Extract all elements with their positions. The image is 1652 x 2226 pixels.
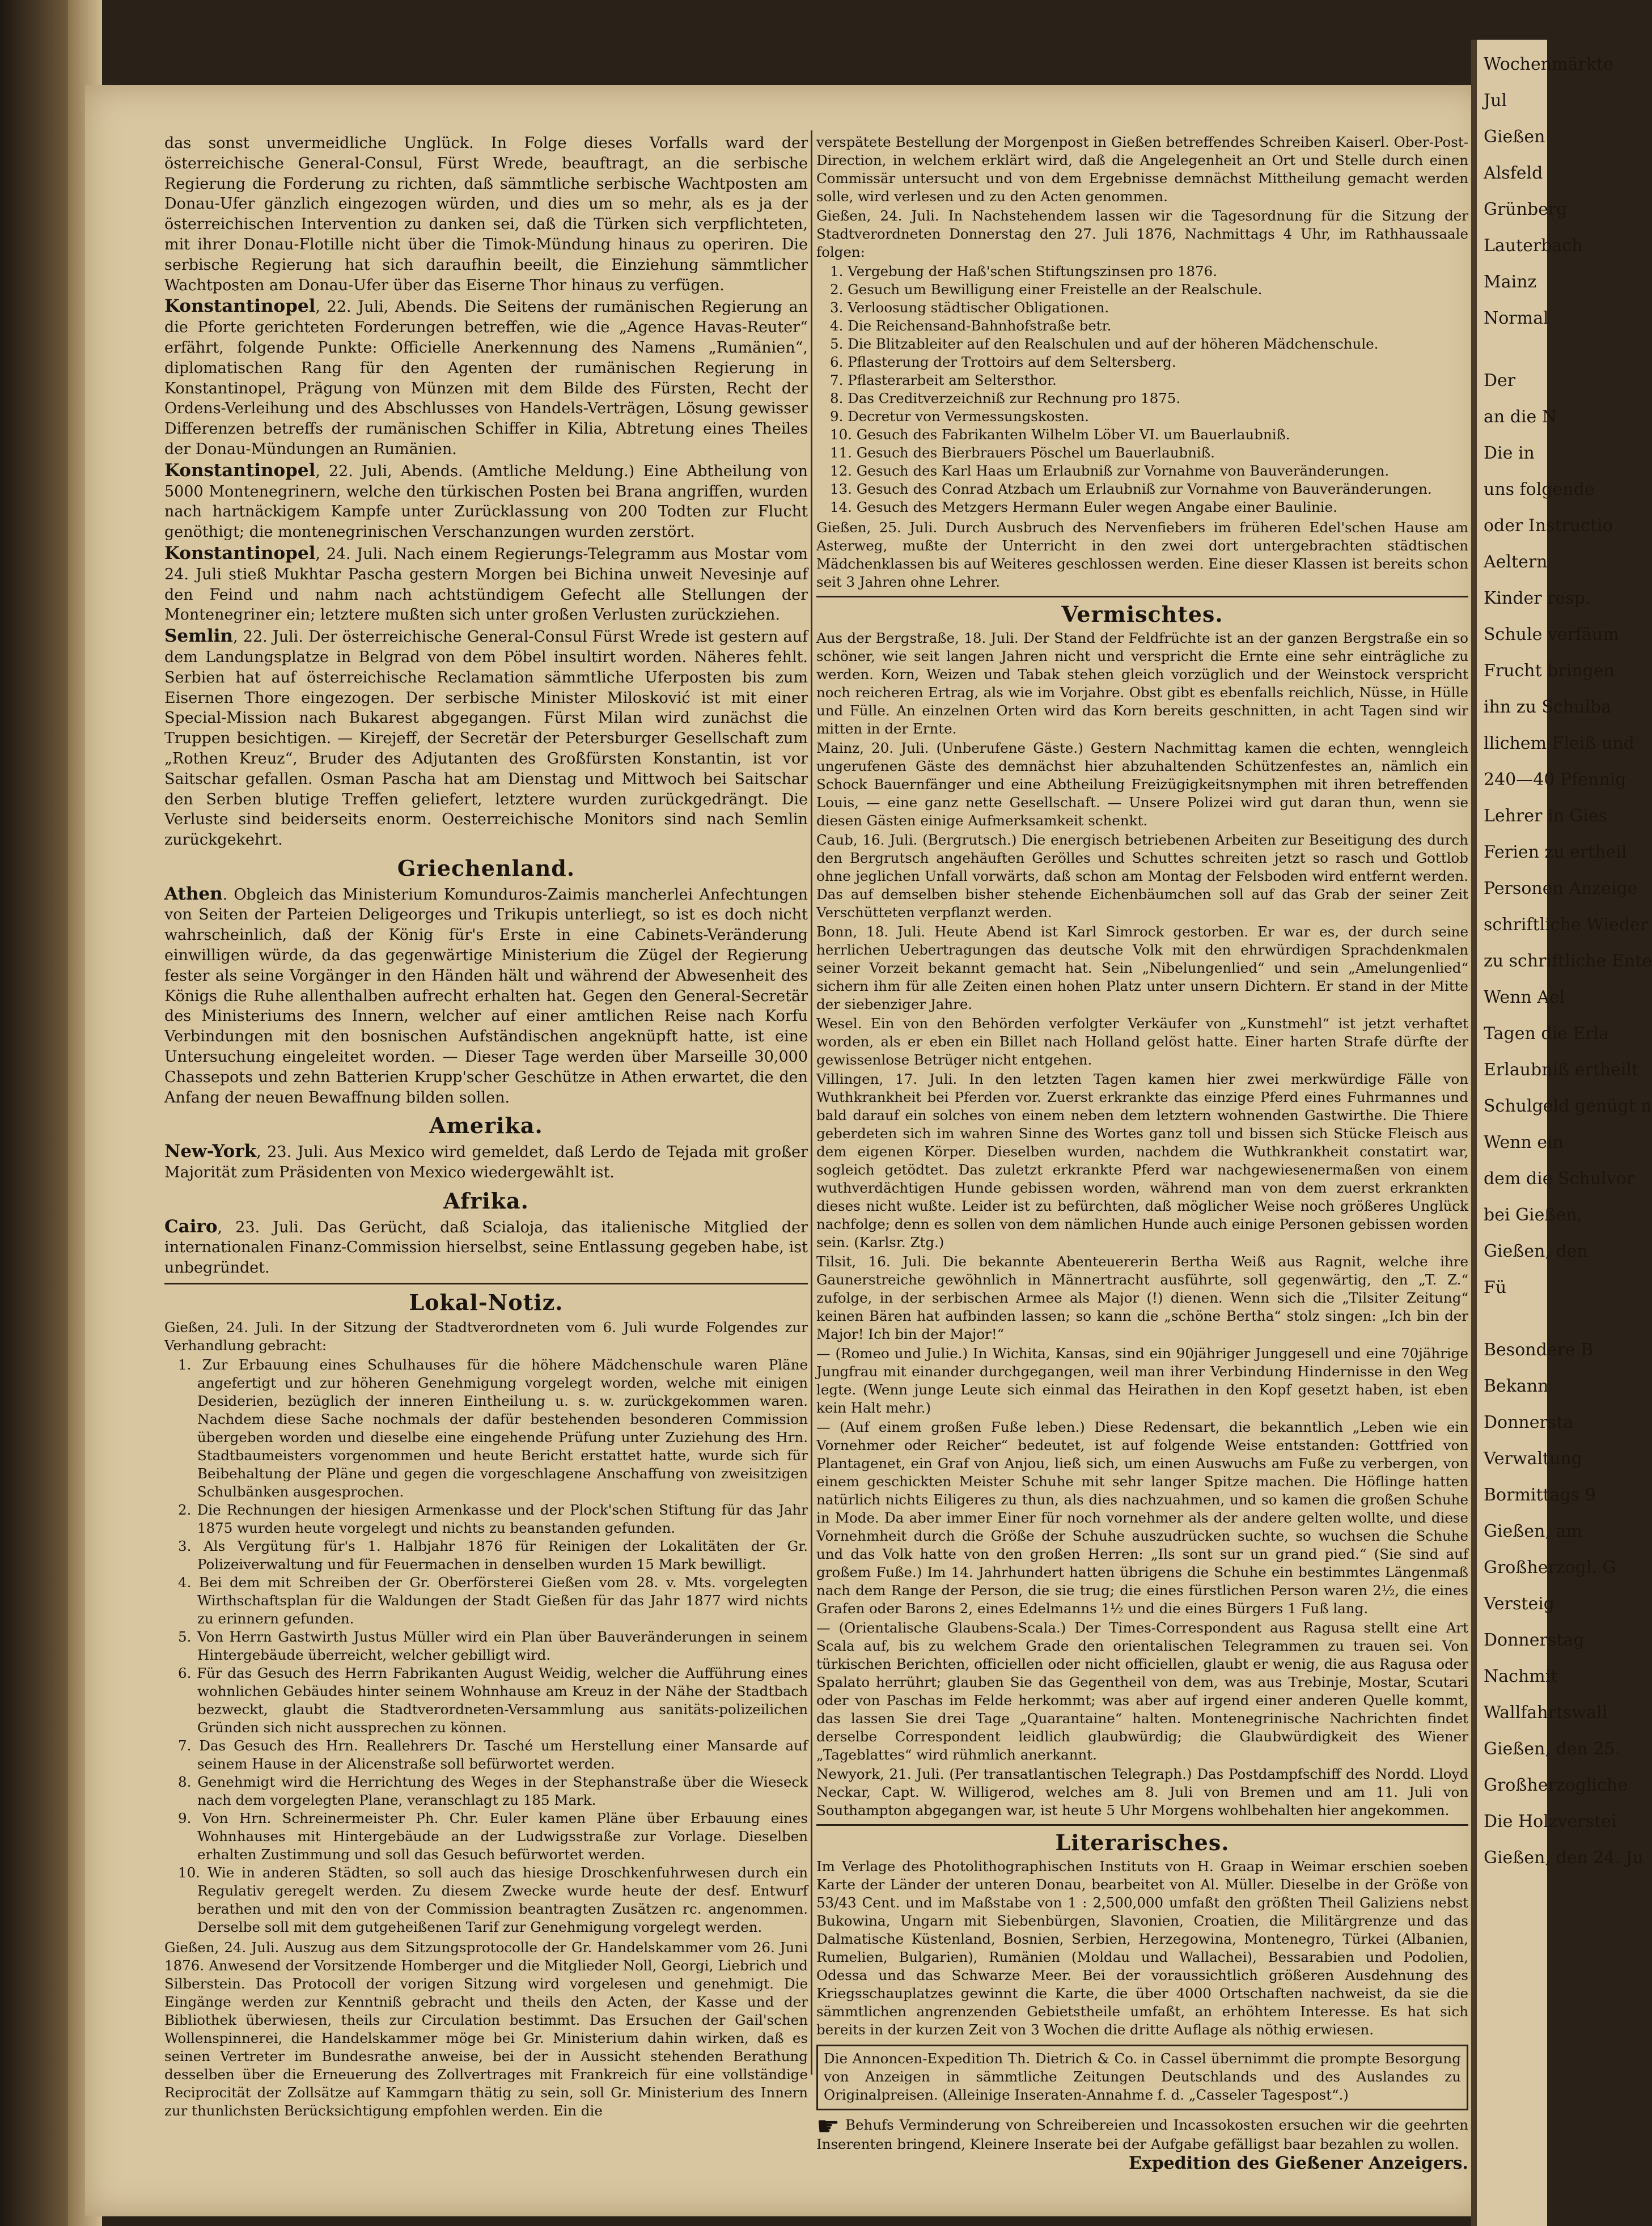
- facing-page-fragment-line: Ferien zu ertheil: [1484, 842, 1627, 862]
- local-notice: [164, 1318, 808, 2120]
- list-item: 10. Wie in anderen Städten, so soll auch das hiesige Droschkenfuhrwesen durch ein Regulativ geregelt werden. Zu diesem Zwecke wurde heute der desf. Entwurf berathen und mit den von der Commission beantragten Zusätzen rc. angenommen. Derselbe soll mit dem gutgeheißenen Tarif zur Genehmigung vorgelegt werden.: [178, 1864, 808, 1935]
- list-item: 4. Bei dem mit Schreiben der Gr. Oberförsterei Gießen vom 28. v. Mts. vorgelegten Wirthschaftsplan für die Waldungen der Stadt Gießen für das Jahr 1877 wird nichts zu erinnern gefunden.: [178, 1574, 808, 1627]
- list-item: 1. Zur Erbauung eines Schulhauses für die höhere Mädchenschule waren Pläne angefertigt und zur höheren Genehmigung vorgelegt worden, welche mit einigen Desiderien, bezüglich der inneren Eintheilung u. s. w. zurückgekommen waren. Nachdem diese Sache nochmals der dafür bestehenden besonderen Commission übergeben worden und dieselbe eine eingehende Prüfung unter Zuziehung des Hrn. Stadtbaumeisters vorgenommen und heute Bericht erstattet hatte, wurde sich für Beibehaltung der Pläne und gegen die vorgeschlagene Anschaffung von zweisitzigen Schulbänken ausgesprochen.: [178, 1356, 808, 1500]
- intro-paragraph: das sonst unvermeidliche Unglück. In Folge dieses Vorfalls ward der österreichische General-Consul, Fürst Wrede, beauftragt, an die serbische Regierung die Forderung zu richten, daß sämmtliche serbische Wachtposten am Donau-Ufer gänzlich eingezogen würden, und dies um so mehr, als es ja der österreichischen Intervention zu danken sei, daß die Türken sich verpflichteten, mit ihrer Donau-Flotille nicht über die Timok-Mündung hinaus zu operiren. Die serbische Regierung hat sich daraufhin beeilt, die Einziehung sämmtlicher Wachtposten am Donau-Ufer über das Eiserne Thor hinaus zu verfügen.: [164, 134, 808, 294]
- facing-page-fragment-line: Erlaubniß ertheilt: [1484, 1060, 1639, 1080]
- section-heading-america: Amerika.: [429, 1113, 543, 1139]
- agenda-intro: Gießen, 24. Juli. In Nachstehendem lassen wir die Tagesordnung für die Sitzung der Stadtverordneten Donnerstag den 27. Juli 1876, Nachmittags 4 Uhr, im Rathhaussaale folgen:: [816, 207, 1468, 260]
- misc-item: Bonn, 18. Juli. Heute Abend ist Karl Simrock gestorben. Er war es, der durch seine herrlichen Uebertragungen das deutsche Volk mit den ehrwürdigen Sprachdenkmalen seiner Vorzeit bekannt gemacht hat. Sein „Nibelungenlied“ und sein „Amelungenlied“ sichern ihm für alle Zeiten einen hohen Platz unter unsern Dichtern. Er stand in der Mitte der siebenziger Jahre.: [816, 923, 1468, 1012]
- facing-page-fragment-line: Schule verfäum: [1484, 625, 1619, 645]
- facing-page-fragment-line: Wenn ein: [1484, 1133, 1564, 1152]
- facing-page-fragment-line: Gießen: [1484, 127, 1545, 147]
- facing-page-fragment-line: Die Holzverstei: [1484, 1812, 1617, 1831]
- dateline: Konstantinopel: [164, 542, 316, 563]
- local-agenda-list: [164, 1356, 808, 1936]
- list-item: 3. Verloosung städtischer Obligationen.: [830, 299, 1109, 316]
- list-item: 8. Das Creditverzeichniß zur Rechnung pro 1875.: [830, 390, 1181, 406]
- facing-page-fragment: [1471, 40, 1652, 2226]
- list-item: 12. Gesuch des Karl Haas um Erlaubniß zur Vornahme von Bauveränderungen.: [830, 463, 1390, 479]
- facing-page-fragment-line: Lehrer in Gies: [1484, 806, 1608, 826]
- list-item: 1. Vergebung der Haß'schen Stiftungszinsen pro 1876.: [830, 263, 1218, 279]
- list-item: 7. Das Gesuch des Hrn. Reallehrers Dr. Tasché um Herstellung einer Mansarde auf seinem Hause in der Alicenstraße soll befürwortet werden.: [178, 1737, 808, 1772]
- facing-page-fragment-line: Die in: [1484, 443, 1535, 463]
- misc-item: Mainz, 20. Juli. (Unberufene Gäste.) Gestern Nachmittag kamen die echten, wenngleich ungerufenen Gäste des demnächst hier abzuhaltenden Schützenfestes an, nämlich ein Schock Bauernfänger und eine Abtheilung Freizügigkeitsnymphen mit ihren betreffenden Louis, — eine ganz nette Gesellschaft. — Unsere Polizei wird gut daran thun, wenn sie diesen Gästen einige Aufmerksamkeit schenkt.: [816, 740, 1468, 829]
- misc-item: Caub, 16. Juli. (Bergrutsch.) Die energisch betriebenen Arbeiten zur Beseitigung des durch den Bergrutsch angehäuften Gerölles und Schuttes schreiten jetzt so rasch und Gottlob ohne jeglichen Unfall vorwärts, daß schon am Montag der Felsboden wird entfernt werden. Das auf demselben bisher stehende Eichenbäumchen soll auf das Grab der seiner Zeit Verschütteten verpflanzt werden.: [816, 832, 1468, 921]
- misc-item: — (Auf einem großen Fuße leben.) Diese Redensart, die bekanntlich „Leben wie ein Vornehmer oder Reicher“ bedeutet, ist auf folgende Weise entstanden: Gottfried von Plantagenet, ein Graf von Anjou, ließ sich, um einen Auswuchs am Fuße zu verbergen, von einem geschickten Meister Schuhe mit sehr langer Spitze machen. Die Höflinge hatten natürlich nichts Eiligeres zu thun, als dies nachzuahmen, und so kamen die großen Schuhe in Mode. Da aber immer Einer für noch vornehmer als der andere gelten wollte, und diese Vornehmheit durch die Größe der Schuhe auszudrücken suchte, so wuchsen die Schuhe und das Volk hatte von den großen Herren: „Ils sont sur un grand pied.“ (Sie sind auf großem Fuße.) Im 14. Jahrhundert hatten übrigens die Schuhe ein bestimmtes Längenmaß nach dem Range der Person, die sie trug; die eines fürstlichen Person waren 2½, die eines Grafen oder Barons 2, eines Edelmanns 1½ und die eines Bürgers 1 Fuß lang.: [816, 1419, 1468, 1617]
- local-intro: Gießen, 24. Juli. In der Sitzung der Stadtverordneten vom 6. Juli wurde Folgendes zur Verhandlung gebracht:: [164, 1318, 808, 1354]
- facing-page-fragment-line: Kinder resp.: [1484, 588, 1591, 608]
- list-item: 14. Gesuch des Metzgers Hermann Euler wegen Angabe einer Baulinie.: [830, 499, 1337, 515]
- facing-page-fragment-line: Jul: [1484, 91, 1507, 111]
- advertisement-small-inserts: ☛ Behufs Verminderung von Schreibereien und Incassokosten ersuchen wir die geehrten Inserenten bringend, Kleinere Inserate bei der Aufgabe gefälligst baar bezahlen zu wollen. Expedition des Gießener Anzeigers.: [816, 2110, 1468, 2173]
- facing-page-fragment-line: Versteig: [1484, 1594, 1555, 1614]
- expedition-signature: Expedition des Gießener Anzeigers.: [1128, 2153, 1468, 2173]
- list-item: 13. Gesuch des Conrad Atzbach um Erlaubniß zur Vornahme von Bauveränderungen.: [830, 481, 1432, 497]
- facing-page-fragment-line: dem die Schulvor: [1484, 1169, 1634, 1189]
- list-item: 6. Pflasterung der Trottoirs auf dem Seltersberg.: [830, 354, 1176, 370]
- advertisement-dietrich: Die Annoncen-Expedition Th. Dietrich & Co. in Cassel übernimmt die prompte Besorgung von Anzeigen in sämmtliche Zeitungen Deutschlands und des Auslandes zu Originalpreisen. (Alleinige Inseraten-Annahme f. d. „Casseler Tagespost“.): [816, 2045, 1468, 2110]
- list-item: 3. Als Vergütung für's 1. Halbjahr 1876 für Reinigen der Lokalitäten der Gr. Polizeiverwaltung und für Feuermachen in denselben wurden 15 Mark bewilligt.: [178, 1537, 808, 1572]
- list-item: 10. Gesuch des Fabrikanten Wilhelm Löber VI. um Bauerlaubniß.: [830, 426, 1290, 443]
- facing-page-fragment-line: zu schriftliche Ente: [1484, 951, 1652, 971]
- section-heading-local: Lokal-Notiz.: [409, 1290, 564, 1316]
- misc-item: Newyork, 21. Juli. (Per transatlantischen Telegraph.) Das Postdampfschiff des Nordd. Lloyd Neckar, Capt. W. Willigerod, welches am 8. Juli von Bremen und am 11. Juli von Southampton abgegangen war, ist heute 5 Uhr Morgens wohlbehalten hier angekommen.: [816, 1766, 1468, 1818]
- list-item: 9. Von Hrn. Schreinermeister Ph. Chr. Euler kamen Pläne über Erbauung eines Wohnhauses mit Hintergebäude an der Ludwigsstraße zur Vorlage. Dieselben erhalten Zustimmung und soll das Gesuch befürwortet werden.: [178, 1809, 808, 1863]
- misc-item: — (Orientalische Glaubens-Scala.) Der Times-Correspondent aus Ragusa stellt eine Art Scala auf, bis zu welchem Grade den orientalischen Telegrammen zu trauen sei. Von türkischen Berichten, officiellen oder nicht officiellen, glaubt er wenig, die aus Ragusa oder Spalato herrührt; glauben Sie das Gegentheil von dem, was aus Trebinje, Mostar, Scutari oder von Paschas im Felde herkommt; was aber auf irgend einer anderen Quelle kommt, das lassen Sie drei Tage „Quarantaine“ halten. Montenegrinische Nachrichten findet derselbe Correspondent leidlich glaubwürdig; die Glaubwürdigkeit des Wiener „Tageblattes“ wird rühmlich anerkannt.: [816, 1619, 1468, 1763]
- dateline: New-York: [164, 1141, 257, 1162]
- list-item: 2. Gesuch um Bewilligung einer Freistelle an der Realschule.: [830, 281, 1263, 298]
- book-spine: [0, 0, 68, 2226]
- fever-notice: Gießen, 25. Juli. Durch Ausbruch des Nervenfiebers im früheren Edel'schen Hause am Asterweg, mußte der Unterricht in den zwei dort untergebrachten städtischen Mädchenklassen bis auf Weiteres geschlossen werden. Eine dieser Klassen ist bereits schon seit 3 Jahren ohne Lehrer.: [816, 519, 1468, 590]
- right-column: [816, 133, 1468, 2173]
- dateline: Konstantinopel: [164, 296, 316, 317]
- literature-notice: Im Verlage des Photolithographischen Instituts von H. Graap in Weimar erschien soeben Karte der Länder der unteren Donau, bearbeitet von Al. Müller. Dieselbe in der Größe von 53/43 Cent. und im Maßstabe von 1 : 2,500,000 umfaßt den größten Theil Galiziens nebst Bukowina, Ungarn mit Siebenbürgen, Slavonien, Croatien, die Militärgrenze und das Dalmatische Küstenland, Bosnien, Serbien, Herzegowina, Montenegro, Türkei (Albanien, Rumelien, Bulgarien), Rumänien (Moldau und Wallachei), Bessarabien und Podolien, Odessa und das Schwarze Meer. Bei der voraussichtlich größeren Ausdehnung des Kriegsschauplatzes gewinnt die Karte, die über 4000 Ortschaften nachweist, da sie die sämmtlichen angrenzenden Gebietstheile umfaßt, an erhöhtem Interesse. Es hat sich bereits in der kurzen Zeit von 3 Wochen die dritte Auflage als nöthig erwiesen.: [816, 1858, 1468, 2038]
- pointing-hand-icon: ☛: [816, 2110, 840, 2142]
- section-heading-misc: Vermischtes.: [1061, 601, 1223, 627]
- facing-page-fragment-line: ihn zu Schulba: [1484, 697, 1612, 717]
- dateline: Semlin: [164, 626, 234, 647]
- misc-item: Wesel. Ein von den Behörden verfolgter Verkäufer von „Kunstmehl“ ist jetzt verhaftet worden, als er eben ein Billet nach Holland gelöst hatte. Einer harten Strafe dürfte der gewissenlose Betrüger nicht entgehen.: [816, 1015, 1468, 1068]
- facing-page-fragment-line: 240—40 Pfennig: [1484, 770, 1626, 790]
- list-item: 8. Genehmigt wird die Herrichtung des Weges in der Stephanstraße über die Wieseck nach dem vorgelegten Plane, veranschlagt zu 185 Mark.: [178, 1773, 808, 1808]
- facing-page-fragment-line: an die N: [1484, 407, 1557, 427]
- misc-item: Villingen, 17. Juli. In den letzten Tagen kamen hier zwei merkwürdige Fälle von Wuthkrankheit bei Pferden vor. Zuerst erkrankte das einzige Pferd eines Fuhrmannes und bald darauf ein solches von einem neben dem letztern wohnenden Gastwirthe. Die Thiere geberdeten sich im wahren Sinne des Wortes ganz toll und bissen sich Stücke Fleisch aus dem eigenen Körper. Dieselben wurden, nachdem die Wuthkrankheit constatirt war, sogleich getödtet. Das zuletzt erkrankte Pferd war nachgewiesenermaßen von einem wuthverdächtigen Hunde gebissen worden, während man von dem zuerst erkrankten dieses nicht wußte. Leider ist zu befürchten, daß möglicher Weise noch größeres Unglück nachfolge; denn es sollen von dem nämlichen Hunde auch einige Personen gebissen worden sein. (Karlsr. Ztg.): [816, 1071, 1468, 1250]
- section-heading-greece: Griechenland.: [397, 855, 575, 881]
- facing-page-fragment-line: Lauterbach: [1484, 236, 1583, 256]
- facing-page-fragment-line: llichem Fleiß und: [1484, 733, 1634, 753]
- facing-page-fragment-line: Donnersta: [1484, 1413, 1574, 1432]
- dateline: Cairo: [164, 1216, 218, 1237]
- agenda-list: [816, 262, 1468, 516]
- misc-item: Tilsit, 16. Juli. Die bekannte Abenteuererin Bertha Weiß aus Ragnit, welche ihre Gaunerstreiche gewöhnlich in Männertracht ausführte, soll gegenwärtig, den „T. Z.“ zufolge, in der serbischen Armee als Major (!) dienen. Wenn sich die „Tilsiter Zeitung“ keinen Bären hat aufbinden lassen; so kann die „schöne Bertha“ stolz singen: „Ich bin der Major! Ich bin der Major!“: [816, 1253, 1468, 1342]
- facing-page-fragment-line: Der: [1484, 371, 1516, 391]
- dispatch-konstantinopel-3: Konstantinopel, 24. Juli. Nach einem Regierungs-Telegramm aus Mostar vom 24. Juli stieß Mukhtar Pascha gestern Morgen bei Bichina unweit Nevesinje auf den Feind und nahm nach achtstündigem Gefecht alle Stellungen der Montenegriner ein; letztere mußten sich unter großen Verlusten zurückziehen.: [164, 542, 808, 624]
- dateline: Athen: [164, 883, 223, 904]
- list-item: 9. Decretur von Vermessungskosten.: [830, 408, 1089, 425]
- list-item: 2. Die Rechnungen der hiesigen Armenkasse und der Plock'schen Stiftung für das Jahr 1875 wurden heute vorgelegt und nichts zu beanstanden gefunden.: [178, 1501, 808, 1536]
- dispatch-konstantinopel-2: Konstantinopel, 22. Juli, Abends. (Amtliche Meldung.) Eine Abtheilung von 5000 Montenegrinern, welche den türkischen Posten bei Brana angriffen, wurden nach hartnäckigem Kampfe unter Zurücklassung von 200 Todten zur Flucht genöthigt; die montenegrinischen Verschanzungen wurden zerstört.: [164, 460, 808, 541]
- facing-page-fragment-line: Gießen, den: [1484, 1241, 1588, 1261]
- list-item: 4. Die Reichensand-Bahnhofstraße betr.: [830, 317, 1112, 334]
- chamber-of-commerce-report: Gießen, 24. Juli. Auszug aus dem Sitzungsprotocolle der Gr. Handelskammer vom 26. Juni 1876. Anwesend der Vorsitzende Homberger und die Mitglieder Noll, Georgi, Liebrich und Silberstein. Das Protocoll der vorigen Sitzung wird vorgelesen und genehmigt. Die Eingänge werden zur Kenntniß gebracht und theils den Acten, der Kasse und der Bibliothek überwiesen, theils zur Circulation bestimmt. Das Ersuchen der Gail'schen Wollenspinnerei, die Handelskammer möge bei Gr. Ministerium dahin wirken, daß es seinen Vertreter im Bundesrathe anweise, bei der in Aussicht stehenden Berathung desselben über die Erneuerung des Zollvertrages mit Frankreich für eine vollständige Reciprocität der Zollsätze auf Kammgarn thätig zu sein, soll Gr. Ministerium des Innern zur thunlichsten Berücksichtigung empfohlen werden. Ein die: [164, 1939, 808, 2119]
- facing-page-fragment-line: Tagen die Erla: [1484, 1024, 1609, 1044]
- facing-page-fragment-line: Frucht bringen: [1484, 661, 1615, 681]
- dispatch-cairo: Cairo, 23. Juli. Das Gerücht, daß Scialoja, das italienische Mitglied der internationalen Finanz-Commission hierselbst, seine Entlassung gegeben habe, ist unbegründet.: [164, 1216, 808, 1277]
- facing-page-fragment-line: Verwaltung: [1484, 1449, 1583, 1469]
- facing-page-fragment-line: Normal: [1484, 308, 1549, 328]
- list-item: 11. Gesuch des Bierbrauers Pöschel um Bauerlaubniß.: [830, 444, 1215, 461]
- misc-item: Aus der Bergstraße, 18. Juli. Der Stand der Feldfrüchte ist an der ganzen Bergstraße ein so schöner, wie seit langen Jahren nicht und verspricht die Ernte eine sehr einträgliche zu werden. Korn, Weizen und Tabak stehen gleich vorzüglich und der Weinstock verspricht noch reicheren Ertrag, als wie im Vorjahre. Obst gibt es ebenfalls reichlich, Nüsse, in Hülle und Fülle. An einzelnen Orten wird das Korn bereits geschnitten, in acht Tagen sind wir mitten in der Ernte.: [816, 630, 1468, 737]
- facing-page-fragment-line: schriftliche Wieder: [1484, 915, 1649, 935]
- dateline: Konstantinopel: [164, 460, 316, 481]
- facing-page-fragment-line: Gießen, am: [1484, 1521, 1582, 1541]
- facing-page-fragment-line: Grünberg: [1484, 200, 1568, 219]
- facing-page-fragment-line: Großherzogl. G: [1484, 1558, 1616, 1578]
- section-rule: [164, 1283, 808, 1284]
- dispatch-semlin: Semlin, 22. Juli. Der österreichische General-Consul Fürst Wrede ist gestern auf dem Landungsplatze in Belgrad von dem Pöbel insultirt worden. Näheres fehlt. Serbien hat auf österreichische Reclamation sämmtliche Uferposten bis zum Eisernen Thore eingezogen. Der serbische Minister Milosković ist mit einer Special-Mission nach Bukarest abgegangen. Fürst Milan wird zunächst die Truppen besichtigen. — Kirejeff, der Secretär der Petersburger Gesellschaft zum „Rothen Kreuz“, Bruder des Adjutanten des Großfürsten Konstantin, ist vor Saitschar gefallen. Osman Pascha hat am Dienstag und Mittwoch bei Saitschar den Serben blutige Treffen geliefert, letztere wurden zurückgedrängt. Die Verluste sind beiderseits enorm. Oesterreichische Monitors sind nach Semlin zurückgekehrt.: [164, 626, 808, 849]
- facing-page-fragment-line: Schulgeld genügt n: [1484, 1096, 1652, 1116]
- facing-page-fragment-line: Nachmit: [1484, 1667, 1558, 1686]
- misc-item: — (Romeo und Julie.) In Wichita, Kansas, sind ein 90jähriger Junggesell und eine 70jährige Jungfrau mit einander durchgegangen, weil man ihrer Verbindung Hindernisse in den Weg legte. (Wenn junge Leute sich einmal das Heirathen in den Kopf gesetzt haben, ist eben kein Halt mehr.): [816, 1345, 1468, 1416]
- list-item: 5. Die Blitzableiter auf den Realschulen und auf der höheren Mädchenschule.: [830, 336, 1379, 352]
- post-continuation: verspätete Bestellung der Morgenpost in Gießen betreffendes Schreiben Kaiserl. Ober-Post-Direction, in welchem erklärt wird, daß die Angelegenheit an Ort und Stelle durch einen Commissär untersucht und von dem Ergebnisse demnächst Mittheilung gemacht werden solle, wird verlesen und zu den Acten genommen.: [816, 134, 1468, 205]
- facing-page-fragment-line: Bormittags 9: [1484, 1485, 1596, 1505]
- section-rule: [816, 596, 1468, 597]
- list-item: 5. Von Herrn Gastwirth Justus Müller wird ein Plan über Bauveränderungen in seinem Hintergebäude überreicht, welcher gebilligt wird.: [178, 1628, 808, 1663]
- facing-page-fragment-line: Besondere B: [1484, 1340, 1594, 1360]
- left-column: [164, 133, 808, 2121]
- section-rule: [816, 1824, 1468, 1826]
- section-heading-literature: Literarisches.: [1055, 1830, 1230, 1855]
- dispatch-newyork: New-York, 23. Juli. Aus Mexico wird gemeldet, daß Lerdo de Tejada mit großer Majorität zum Präsidenten von Mexico wiedergewählt ist.: [164, 1141, 808, 1182]
- facing-page-fragment-line: Wenn Ael: [1484, 987, 1565, 1007]
- section-heading-africa: Afrika.: [443, 1188, 529, 1214]
- dispatch-athen: Athen. Obgleich das Ministerium Komunduros-Zaimis mancherlei Anfechtungen von Seiten der Parteien Deligeorges und Trikupis unterliegt, so ist es doch nicht wahrscheinlich, daß der König für's Erste in eine Cabinets-Veränderung einwilligen würde, da das gegenwärtige Ministerium die Zügel der Regierung fester als seine Vorgänger in den Händen hält und während der Abwesenheit des Königs die Ruhe allenthalben aufrecht erhalten hat. Gegen den General-Secretär des Ministeriums des Innern, welcher auf einer amtlichen Reise nach Korfu Verbindungen mit den bosnischen Aufständischen angeknüpft hatte, ist eine Untersuchung eingeleitet worden. — Dieser Tage werden über Marseille 30,000 Chassepots und zehn Batterien Krupp'scher Geschütze in Athen erwartet, die den Anfang der neuen Bewaffnung bilden sollen.: [164, 883, 808, 1106]
- list-item: 6. Für das Gesuch des Herrn Fabrikanten August Weidig, welcher die Aufführung eines wohnlichen Gebäudes hinter seinem Wohnhause am Kreuz in der Nähe der Stadtbach bezweckt, glaubt die Stadtverordneten-Versammlung aus sanitäts-polizeilichen Gründen sich nicht aussprechen zu können.: [178, 1664, 808, 1736]
- facing-page-fragment-line: bei Gießen,: [1484, 1205, 1583, 1225]
- facing-page-fragment-line: oder Instructio: [1484, 516, 1613, 536]
- list-item: 7. Pflasterarbeit am Seltersthor.: [830, 372, 1057, 388]
- facing-page-fragment-line: Mainz: [1484, 272, 1537, 292]
- facing-page-fragment-line: Wochenmärkte: [1484, 54, 1613, 74]
- facing-page-fragment-line: Fü: [1484, 1278, 1507, 1298]
- facing-page-fragment-line: Bekann: [1484, 1376, 1549, 1396]
- facing-page-fragment-line: Personen Anzeige: [1484, 879, 1638, 898]
- facing-page-fragment-line: Alsfeld: [1484, 163, 1543, 183]
- facing-page-fragment-line: Wallfahrtswall: [1484, 1703, 1608, 1723]
- facing-page-fragment-line: Donnerstag: [1484, 1630, 1585, 1650]
- facing-page-text: [1477, 53, 1652, 1869]
- column-rule: [811, 130, 812, 2075]
- facing-page-fragment-line: Gießen, den 24. Ju: [1484, 1848, 1643, 1868]
- facing-page-fragment-line: Gießen, den 25.: [1484, 1739, 1621, 1759]
- facing-page-fragment-line: Aeltern: [1484, 552, 1548, 572]
- dispatch-konstantinopel-1: Konstantinopel, 22. Juli, Abends. Die Seitens der rumänischen Regierung an die Pforte gerichteten Forderungen betreffen, wie die „Agence Havas-Reuter“ erfährt, folgende Punkte: Officielle Anerkennung des Namens „Rumänien“, diplomatischen Rang für den Agenten der rumänischen Regierung in Konstantinopel, Prägung von Münzen mit dem Bilde des Fürsten, Recht der Ordens-Verleihung und des Abschlusses von Handels-Verträgen, Lösung gewisser Differenzen betreffs der rumänischen Schiffer in Kilia, Abtretung eines Theiles der Donau-Mündungen an Rumänien.: [164, 296, 808, 458]
- facing-page-fragment-line: Großherzogliche: [1484, 1775, 1628, 1795]
- facing-page-fragment-line: uns folgende: [1484, 480, 1595, 499]
